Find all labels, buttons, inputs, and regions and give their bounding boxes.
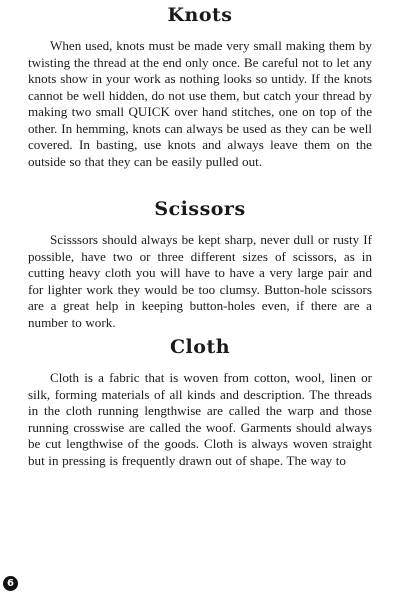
section-body-knots: When used, knots must be made very small making them by twisting the thread at the end only once. Be careful not to let any knots show in your work as nothing looks so untidy. If the knots cannot be well hidden, do not use them, but catch your thread by making two small QUICK over hand stitches, one on top of the other. In hemming, knots can always be used as they can be well covered. In basting, use knots and always leave them on the outside so that they can be easily pulled out.: [28, 38, 372, 169]
section-body-scissors: Scisssors should always be kept sharp, never dull or rusty If possible, have two or three different sizes of scissors, as in cutting heavy cloth you will have to have a very large pair and for lighter work they would be too clumsy. Button-hole scissors are a great help in keeping button-holes even, if there are a number to work.: [28, 232, 372, 330]
section-knots: [0, 4, 400, 170]
section-cloth: [0, 336, 400, 469]
page-number-badge: 6: [3, 576, 18, 591]
section-heading-cloth: Cloth: [169, 336, 231, 358]
section-scissors: [0, 198, 400, 331]
section-heading-scissors: Scissors: [154, 198, 246, 220]
section-heading-knots: Knots: [167, 4, 233, 26]
section-body-cloth: Cloth is a fabric that is woven from cotton, wool, linen or silk, forming materials of all kinds and description. The threads in the cloth running lengthwise are called the warp and those running crosswise are called the woof. Garments should always be cut lengthwise of the goods. Cloth is always woven straight but in pressing is frequently drawn out of shape. The way to: [28, 370, 372, 468]
